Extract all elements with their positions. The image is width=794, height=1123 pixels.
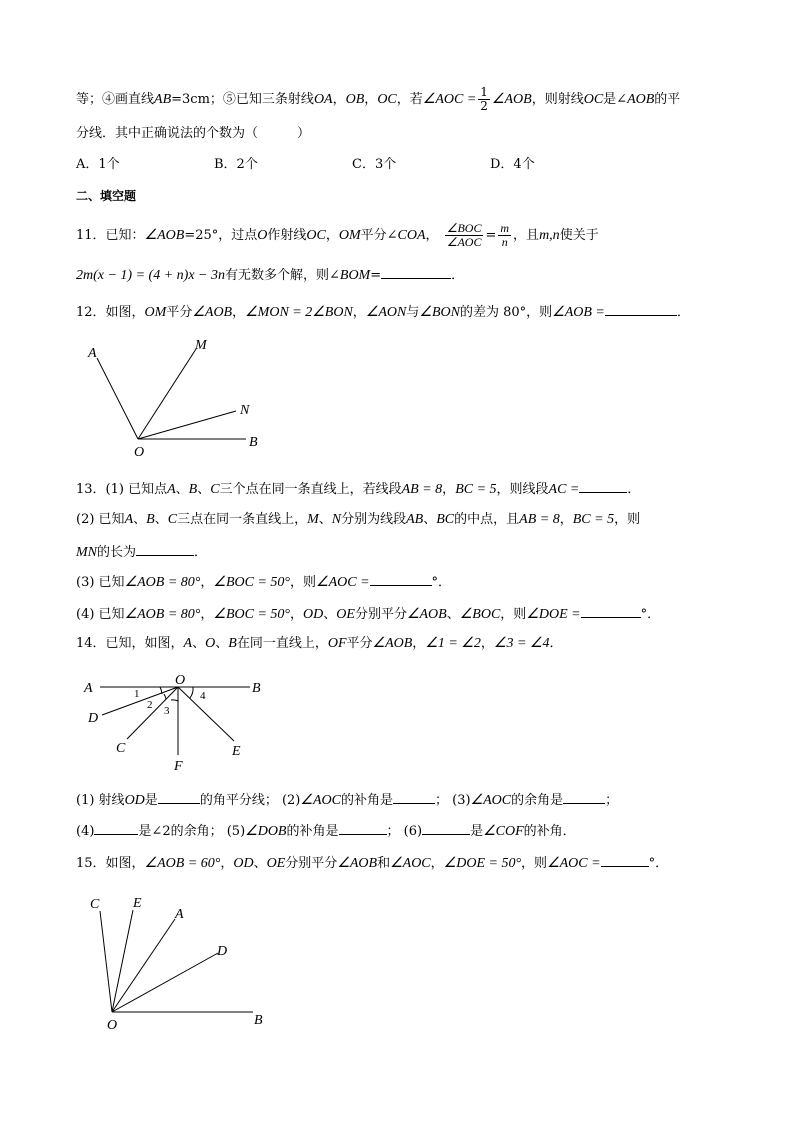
ray-od3 — [112, 953, 218, 1012]
ray-oc3 — [100, 911, 112, 1012]
label-m: M — [195, 338, 207, 353]
arc-3 — [171, 700, 178, 701]
ray-od — [102, 687, 178, 715]
label-b3: B — [254, 1013, 263, 1028]
label-o2: O — [175, 673, 186, 688]
q12-answer-blank[interactable] — [605, 301, 677, 316]
section-title: 二、填空题 — [76, 189, 137, 203]
prev-line-1: 等；④画直线AB=3cm；⑤已知三条射线OA，OB，OC，若∠AOC = $\frac{1}{2}$ ∠AOB，则射线OC是∠AOB的平 — [76, 85, 681, 113]
q11-line-2: 2m(x − 1) = (4 + n)x − 3n有无数多个解，则∠BOM= ． — [76, 264, 464, 286]
q14-5-answer-blank[interactable] — [339, 820, 387, 835]
label-e2: E — [232, 744, 241, 759]
option-b: B．2个 — [214, 157, 258, 172]
q14-2-answer-blank[interactable] — [393, 789, 435, 804]
fraction-angles: $\frac{\text{∠BOC}}{\text{∠AOC}}$ — [446, 221, 482, 249]
label-angle-3: 3 — [164, 705, 170, 717]
q13-2-answer-blank[interactable] — [136, 541, 194, 556]
label-n: N — [240, 403, 250, 418]
label-d2: D — [88, 711, 99, 726]
q13-part-2: (2) 已知A、B、C三点在同一条直线上，M、N分别为线段AB、BC的中点，且AB = 8，BC = 5，则 — [76, 512, 641, 527]
ray-oa — [97, 358, 138, 439]
q14-3-answer-blank[interactable] — [563, 789, 605, 804]
q15-answer-blank[interactable] — [601, 852, 649, 867]
label-o3: O — [107, 1018, 118, 1033]
q13-part-4: (4) 已知∠AOB = 80°，∠BOC = 50°，OD、OE分别平分∠AOB、∠BOC，则∠DOE = °． — [76, 603, 660, 625]
q15-line: 15．如图，∠AOB = 60°，OD、OE分别平分∠AOB和∠AOC，∠DOE = 50°，则∠AOC = °． — [76, 852, 668, 874]
label-b: B — [249, 435, 258, 450]
fraction-mn: $\frac{m}{n}$ — [500, 221, 510, 249]
q12-line: 12．如图，OM平分∠AOB，∠MON = 2∠BON，∠AON与∠BON的差为 80°，则∠AOB = ． — [76, 301, 690, 323]
q13-4-answer-blank[interactable] — [581, 603, 641, 618]
q14-subs-1: (1) 射线OD是 的角平分线； (2)∠AOC的补角是 ； (3)∠AOC的余角是 ； — [76, 789, 618, 811]
arc-1 — [160, 687, 162, 694]
q13-1-answer-blank[interactable] — [579, 478, 627, 493]
ray-on — [138, 411, 236, 439]
ray-oa3 — [112, 919, 175, 1012]
label-b2: B — [252, 681, 261, 696]
label-angle-2: 2 — [147, 699, 153, 711]
q13-part-2b: MN的长为 ． — [76, 541, 207, 563]
label-f2: F — [174, 759, 183, 774]
fraction-half: $\frac{1}{2}$ — [480, 85, 488, 113]
label-angle-4: 4 — [200, 690, 206, 702]
q11-answer-blank[interactable] — [381, 264, 451, 279]
label-c2: C — [116, 741, 126, 756]
prev-line-2: 分线．其中正确说法的个数为（ ） — [76, 126, 311, 141]
q14-6-answer-blank[interactable] — [422, 820, 470, 835]
q14-1-answer-blank[interactable] — [158, 789, 200, 804]
option-a: A．1个 — [76, 157, 120, 172]
q13-part-1: 13．(1) 已知点A、B、C三个点在同一条直线上，若线段AB = 8，BC = 5，则线段AC = ． — [76, 478, 640, 500]
option-d: D．4个 — [490, 157, 535, 172]
label-a2: A — [84, 681, 93, 696]
label-a: A — [88, 346, 97, 361]
ray-oe — [178, 687, 234, 741]
q13-part-3: (3) 已知∠AOB = 80°，∠BOC = 50°，则∠AOC = °． — [76, 571, 451, 593]
label-a3: A — [175, 907, 184, 922]
q14-subs-2: (4) 是∠2的余角； (5)∠DOB的补角是 ； (6) 是∠COF的补角． — [76, 820, 576, 842]
q11-line-1: 11．已知：∠AOB=25°，过点O作射线OC，OM平分∠COA， $\frac{\text{∠BOC}}{\text{∠AOC}}$ = $\frac{m}{n}$ ，且m,n使关于 — [76, 221, 599, 249]
ray-oe3 — [112, 910, 133, 1012]
label-e3: E — [133, 896, 142, 911]
label-o: O — [134, 445, 145, 460]
ray-oc — [127, 687, 178, 739]
label-angle-1: 1 — [134, 688, 140, 700]
arc-4 — [190, 687, 193, 698]
option-c: C．3个 — [352, 157, 397, 172]
label-c3: C — [90, 897, 100, 912]
q13-3-answer-blank[interactable] — [370, 571, 432, 586]
ray-om — [138, 349, 196, 439]
arc-2 — [164, 694, 166, 699]
label-d3: D — [217, 944, 228, 959]
q14-4-answer-blank[interactable] — [94, 820, 138, 835]
q14-line: 14．已知，如图，A、O、B在同一直线上，OF平分∠AOB，∠1 = ∠2，∠3 = ∠4． — [76, 636, 563, 651]
